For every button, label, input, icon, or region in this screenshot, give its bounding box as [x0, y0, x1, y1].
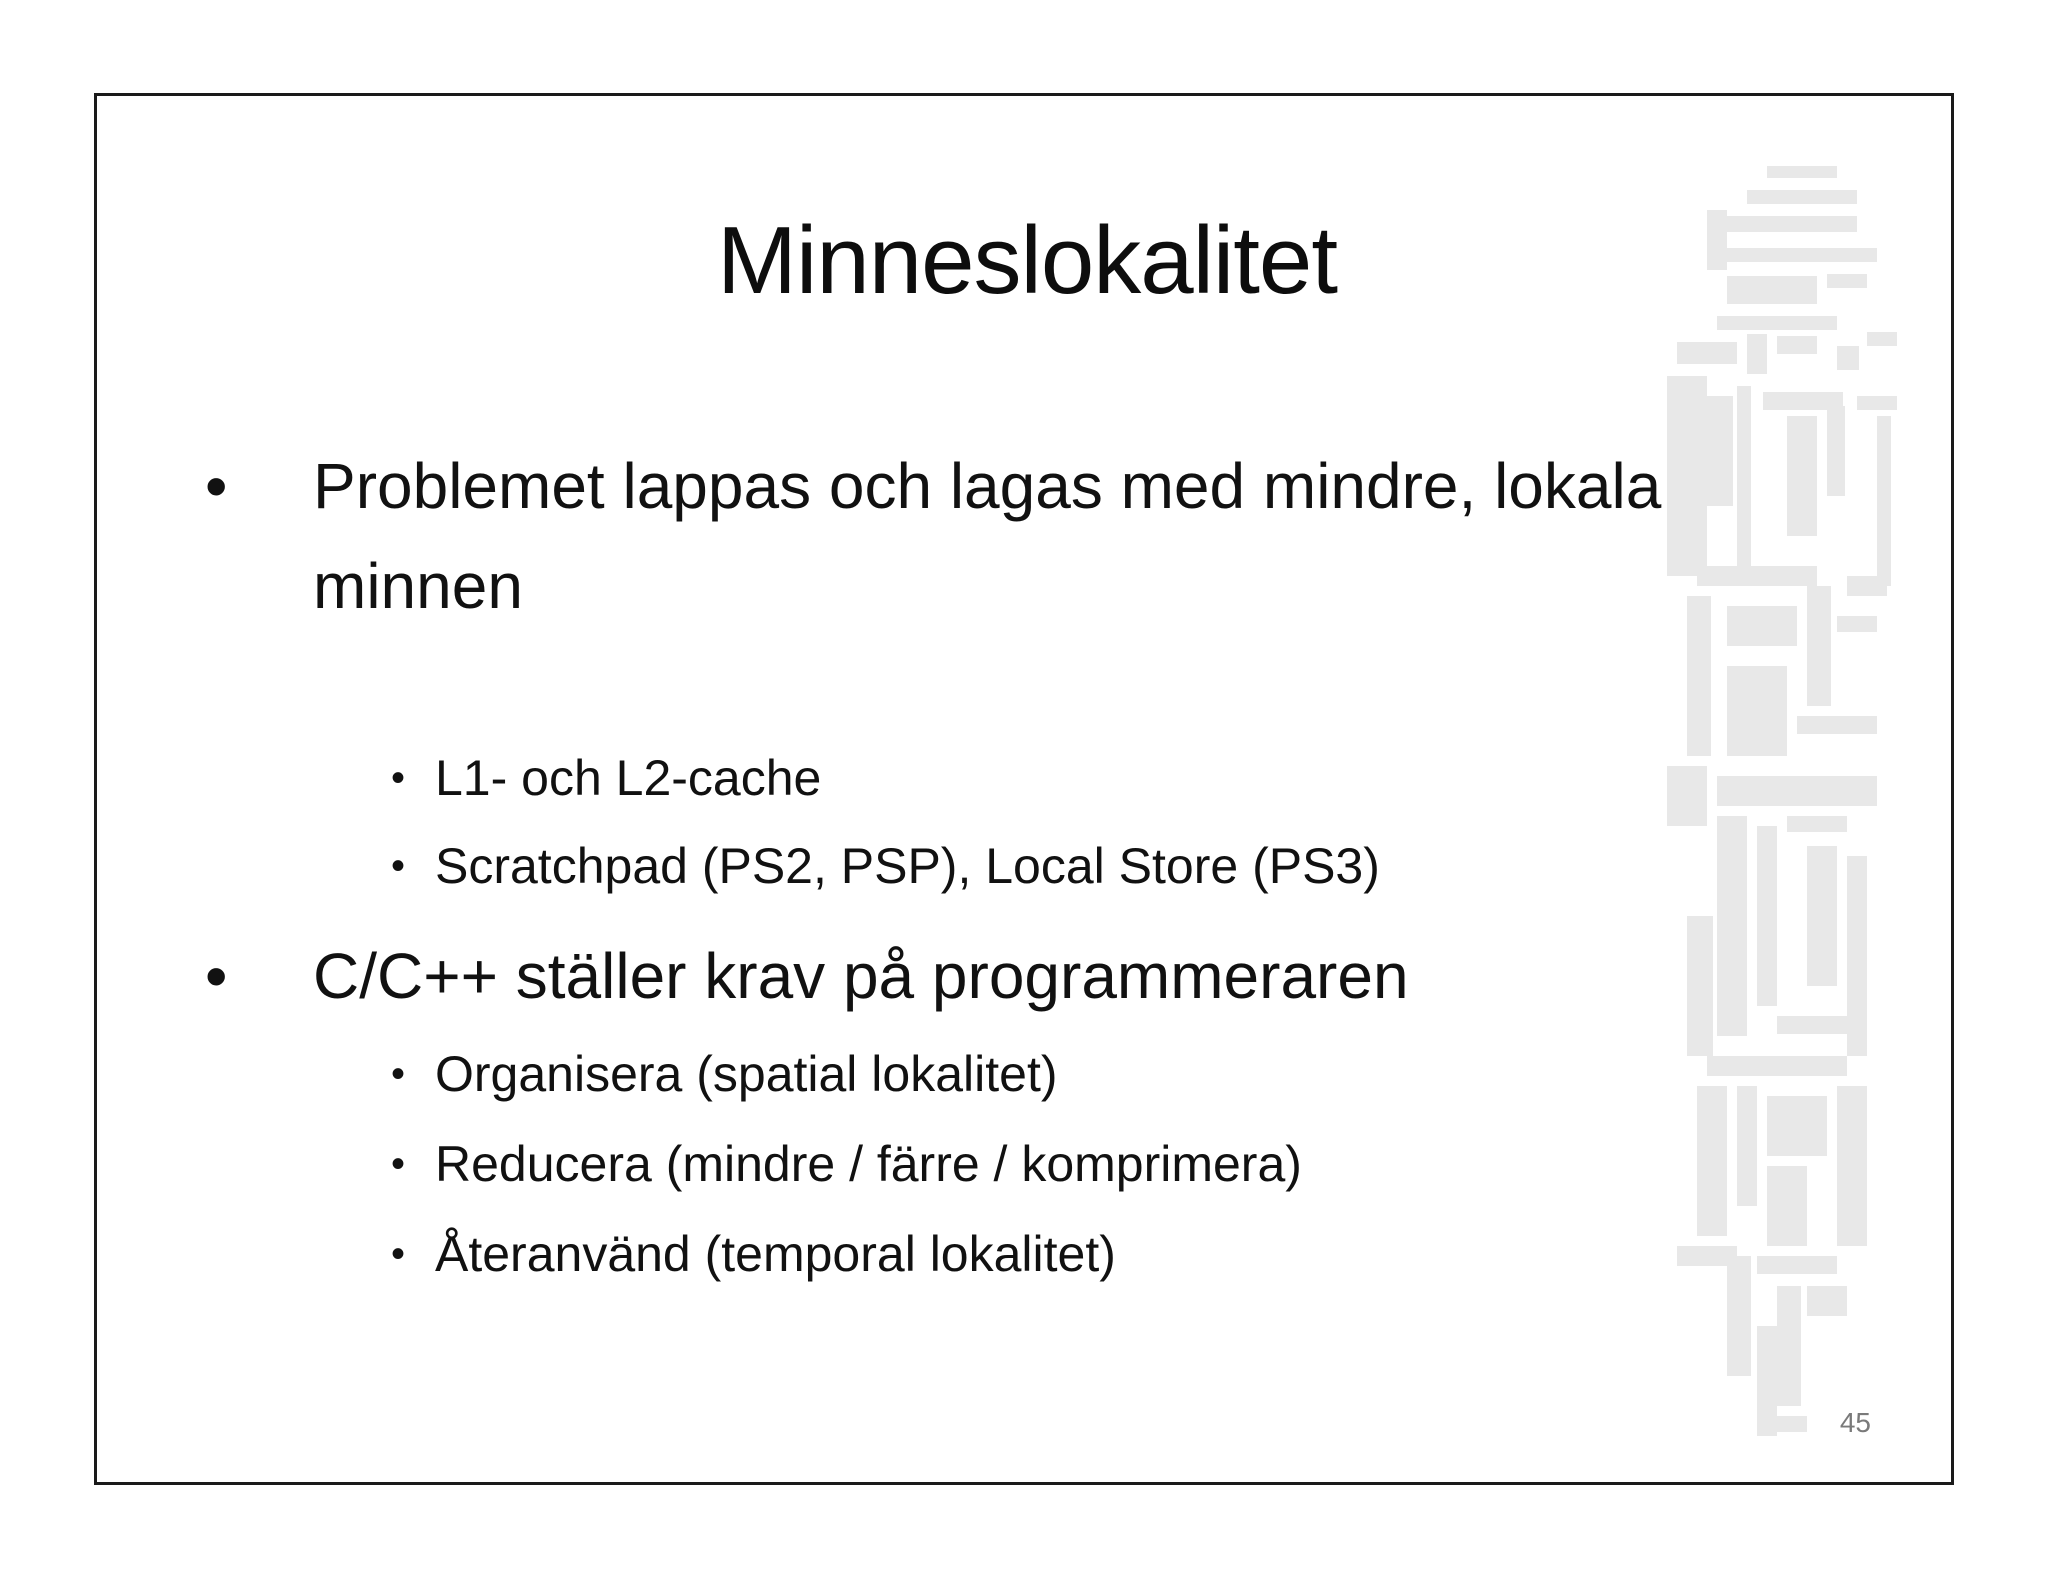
bullet-text: Problemet lappas och lagas med mindre, lokala minnen — [313, 450, 1662, 622]
sub-bullet-text: Reducera (mindre / färre / komprimera) — [435, 1136, 1302, 1192]
slide-frame — [94, 93, 1954, 1485]
sub-bullet-item — [391, 1222, 1591, 1286]
bullet-dot-icon: • — [205, 940, 228, 1012]
sub-bullet-item — [391, 746, 1591, 810]
slide-title: Minneslokalitet — [717, 207, 1337, 314]
sub-bullet-dot-icon: • — [391, 1232, 406, 1276]
sub-bullet-item — [391, 1042, 1591, 1106]
sub-bullet-text: L1- och L2-cache — [435, 750, 822, 806]
circuit-board-pattern-icon — [1667, 156, 1954, 1476]
sub-bullet-item — [391, 834, 1591, 898]
bullet-item — [205, 926, 1705, 1026]
sub-bullet-text: Återanvänd (temporal lokalitet) — [435, 1226, 1116, 1282]
sub-bullet-dot-icon: • — [391, 756, 406, 800]
bullet-dot-icon: • — [205, 450, 228, 522]
sub-bullet-text: Scratchpad (PS2, PSP), Local Store (PS3) — [435, 838, 1380, 894]
sub-bullet-dot-icon: • — [391, 1142, 406, 1186]
page-number: 45 — [1839, 1407, 1871, 1438]
sub-bullet-dot-icon: • — [391, 1052, 406, 1096]
sub-bullet-item — [391, 1132, 1591, 1196]
bullet-item — [205, 436, 1705, 636]
bullet-list — [97, 96, 1662, 1396]
sub-bullet-text: Organisera (spatial lokalitet) — [435, 1046, 1058, 1102]
bullet-text: C/C++ ställer krav på programmeraren — [313, 940, 1409, 1012]
sub-bullet-dot-icon: • — [391, 844, 406, 888]
